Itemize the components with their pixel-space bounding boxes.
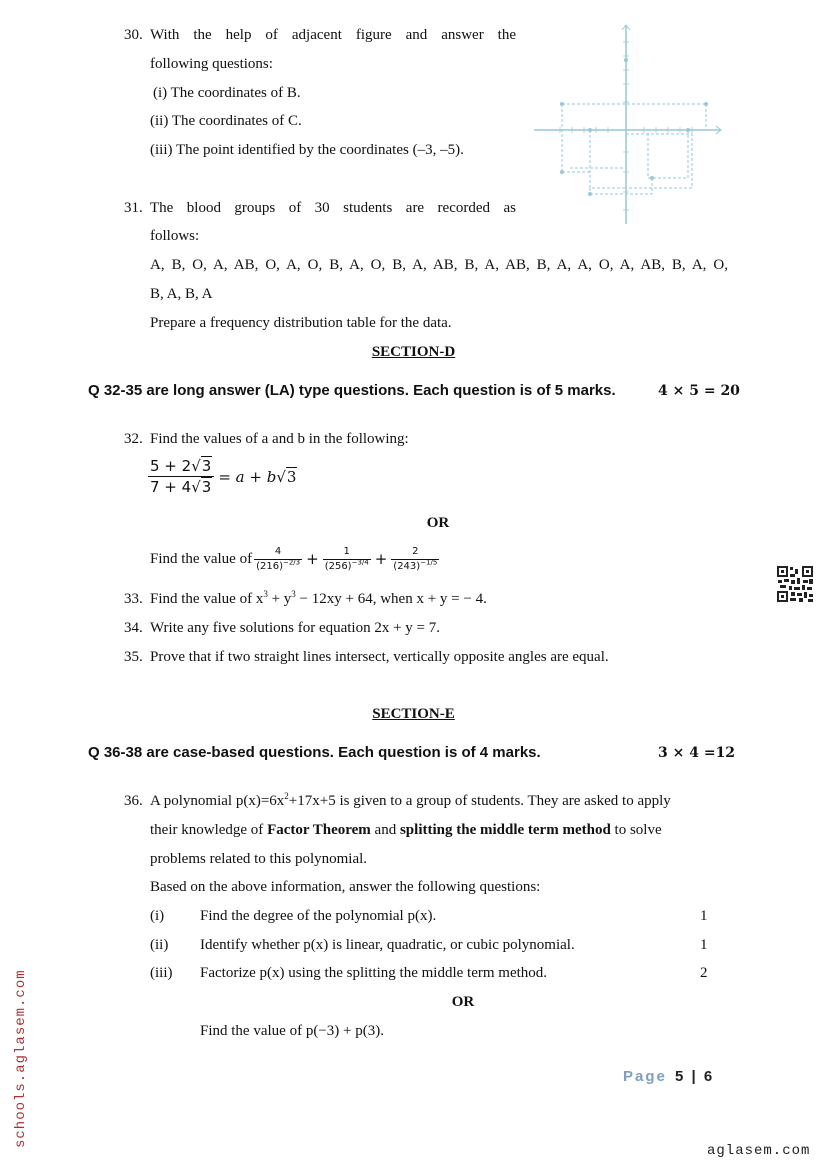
q30-line2: following questions: <box>150 56 273 72</box>
q36-line1 <box>150 791 671 811</box>
q36-line1-exp: 2 <box>284 791 289 801</box>
section-e-info: Q 36-38 are case-based questions. Each question is of 4 marks. <box>88 744 541 761</box>
q30-number: 30. <box>124 27 143 43</box>
q33-text <box>150 589 487 609</box>
q31-number: 31. <box>124 200 143 216</box>
q36-part-text: Identify whether p(x) is linear, quadratic, or cubic polynomial. <box>200 937 575 953</box>
q32-den-radicand: 3 <box>201 478 212 496</box>
q33-mid: + y <box>267 591 292 607</box>
q36-part-marks: 1 <box>700 908 708 924</box>
q36-factor-theorem: Factor Theorem <box>267 822 371 838</box>
q33-exp1: 3 <box>263 589 268 599</box>
q32-f2-exp: −3/4 <box>351 558 369 567</box>
q32-f1-den: (216) <box>256 560 283 572</box>
q35-text: Prove that if two straight lines intersect, vertically opposite angles are equal. <box>150 649 609 665</box>
q35-number: 35. <box>124 649 143 665</box>
section-e-marks: 3 × 4 =12 <box>658 745 736 761</box>
q36-part-label: (iii) <box>150 965 173 981</box>
q36-part-marks: 1 <box>700 937 708 953</box>
q36-alt-question: Find the value of p(−3) + p(3). <box>200 1023 384 1039</box>
q30-part-ii: (ii) The coordinates of C. <box>150 113 302 129</box>
q32-or: OR <box>426 515 450 531</box>
section-d-info: Q 32-35 are long answer (LA) type questions. Each question is of 5 marks. <box>88 382 616 399</box>
q32-f2-den: (256) <box>324 560 352 572</box>
q34-number: 34. <box>124 620 143 636</box>
q32-equation <box>148 457 297 496</box>
page-current: 5 <box>675 1068 686 1085</box>
q36-part-text: Find the degree of the polynomial p(x). <box>200 908 437 924</box>
page-number <box>623 1068 714 1085</box>
q32-alt-expression <box>150 538 439 580</box>
q36-part-text: Factorize p(x) using the splitting the middle term method. <box>200 965 548 981</box>
q31-data-line2: B, A, B, A <box>150 286 213 302</box>
q36-or: OR <box>451 994 475 1010</box>
q36-line2-mid: and <box>370 822 400 838</box>
q32-number: 32. <box>124 431 143 447</box>
q33-pre: Find the value of x <box>150 591 264 607</box>
section-e-title: SECTION-E <box>372 706 455 722</box>
watermark-bottom: aglasem.com <box>707 1143 811 1159</box>
q30-part-iii: (iii) The point identified by the coordinates (–3, –5). <box>150 142 464 158</box>
q36-line1-post: +17x+5 is given to a group of students. They are asked to apply <box>288 793 671 809</box>
q32-f3-den: (243) <box>393 560 421 572</box>
q31-line1: The blood groups of 30 students are recorded as <box>150 200 516 216</box>
q36-line3: problems related to this polynomial. <box>150 851 368 867</box>
page-total: 6 <box>703 1068 715 1085</box>
q32-find-label: Find the value of <box>150 551 253 567</box>
page-word: Page <box>623 1068 667 1085</box>
section-d-marks: 4 × 5 = 20 <box>658 383 740 399</box>
q36-line2-pre: their knowledge of <box>150 822 268 838</box>
q36-part-marks: 2 <box>700 965 708 981</box>
q32-alt-frac2 <box>323 546 371 573</box>
page-separator: | <box>691 1068 698 1085</box>
q36-line2 <box>150 820 662 840</box>
q36-line1-pre: A polynomial p(x)=6x <box>150 793 285 809</box>
q32-rhs-radicand: 3 <box>286 467 297 486</box>
q36-splitting-method: splitting the middle term method <box>399 822 611 838</box>
q36-part-label: (ii) <box>150 937 169 953</box>
q30-part-i: (i) The coordinates of B. <box>153 85 301 101</box>
qr-code-icon <box>776 565 814 603</box>
q31-line3: Prepare a frequency distribution table for the data. <box>150 315 452 331</box>
watermark-side: schools.aglasem.com <box>13 969 29 1148</box>
q33-number: 33. <box>124 591 143 607</box>
q32-f2-num: 1 <box>343 545 350 557</box>
q31-line2: follows: <box>150 228 200 244</box>
q36-number: 36. <box>124 793 143 809</box>
q36-line2-post: to solve <box>610 822 662 838</box>
q32-num-radicand: 3 <box>201 457 212 475</box>
q32-num-text: 5 + 2 <box>150 457 192 475</box>
q32-f3-num: 2 <box>412 545 419 557</box>
q33-exp2: 3 <box>291 589 296 599</box>
q32-f1-exp: −2/3 <box>282 558 301 567</box>
q32-line1: Find the values of a and b in the following: <box>150 431 409 447</box>
q30-line1: With the help of adjacent figure and answer the <box>150 27 516 43</box>
q32-den-text: 7 + 4 <box>150 478 192 496</box>
section-d-title: SECTION-D <box>371 344 456 360</box>
q34-text: Write any five solutions for equation 2x + y = 7. <box>150 620 441 636</box>
q32-plus2: + <box>374 550 388 568</box>
q33-post: − 12xy + 64, when x + y = − 4. <box>295 591 487 607</box>
q32-fraction: $\frac{5 + 2√3}{7 + 4√3}$ <box>148 457 214 496</box>
q32-f1-num: 4 <box>274 545 282 557</box>
q36-part-label: (i) <box>150 908 165 924</box>
q31-data-line1: A, B, O, A, AB, O, A, O, B, A, O, B, A, AB, B, A, AB, B, A, A, O, A, AB, B, A, O, <box>150 257 728 273</box>
q32-alt-frac3 <box>391 546 439 573</box>
q32-f3-exp: −1/5 <box>420 558 438 567</box>
q32-rhs: = a + b√3 <box>218 467 297 486</box>
q36-line4: Based on the above information, answer the following questions: <box>150 879 541 895</box>
q32-alt-frac1 <box>254 546 302 573</box>
q32-rhs-text: = a + b <box>218 467 277 486</box>
q32-plus1: + <box>306 550 319 568</box>
coordinate-figure <box>530 22 726 228</box>
